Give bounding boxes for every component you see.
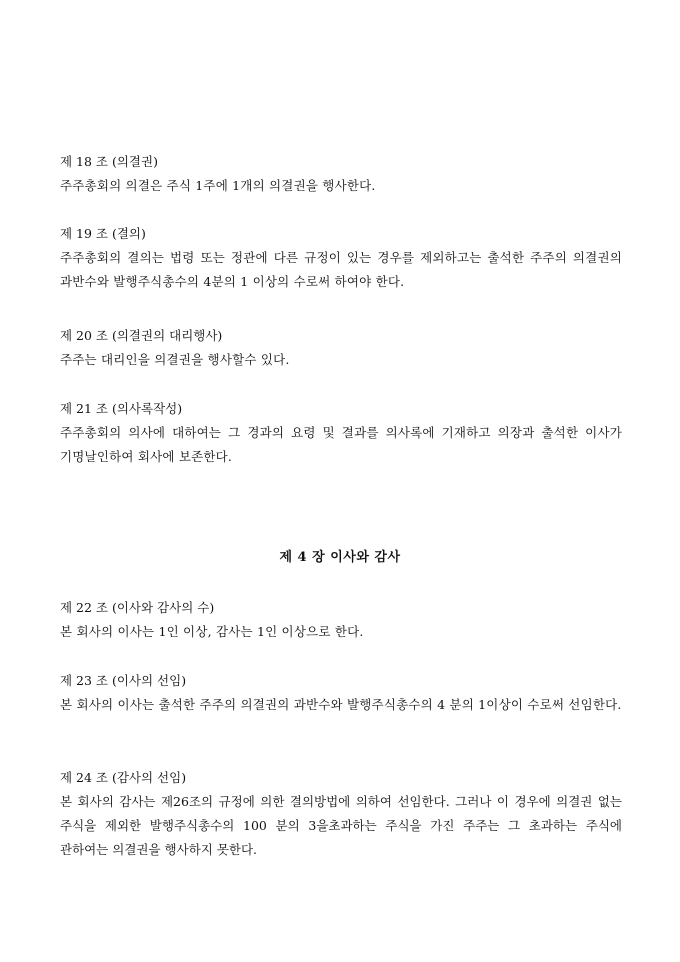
chapter-title: 제 4 장 이사와 감사 <box>279 550 401 565</box>
article-heading: 제 18 조 (의결권) <box>60 154 158 169</box>
article-body: 본 회사의 이사는 1인 이상, 감사는 1인 이상으로 한다. <box>60 624 364 639</box>
article-heading: 제 20 조 (의결권의 대리행사) <box>60 328 223 343</box>
article-19 <box>60 222 622 294</box>
article-body: 주주총회의 결의는 법령 또는 정관에 다른 규정이 있는 경우를 제외하고는 출석한 주주의 의결권의 과반수와 발행주식총수의 4분의 1 이상의 수로써 하여야 한다. <box>60 250 622 289</box>
article-body: 주주는 대리인을 의결권을 행사할수 있다. <box>60 352 290 367</box>
article-heading: 제 24 조 (감사의 선임) <box>60 770 187 785</box>
article-body: 본 회사의 감사는 제26조의 규정에 의한 결의방법에 의하여 선임한다. 그러나 이 경우에 의결권 없는 주식을 제외한 발행주식총수의 100 분의 3을초과하는 주식을 가진 주주는 그 초과하는 주식에 관하여는 의결권을 행사하지 못한다. <box>60 794 622 857</box>
article-body: 본 회사의 이사는 출석한 주주의 의결권의 과반수와 발행주식총수의 4 분의 1이상이 수로써 선임한다. <box>60 697 622 712</box>
article-18 <box>60 150 622 198</box>
article-24 <box>60 766 622 862</box>
article-body: 주주총회의 의결은 주식 1주에 1개의 의결권을 행사한다. <box>60 178 376 193</box>
article-20 <box>60 324 622 372</box>
article-body: 주주총회의 의사에 대하여는 그 경과의 요령 및 결과를 의사록에 기재하고 의장과 출석한 이사가 기명날인하여 회사에 보존한다. <box>60 425 622 464</box>
article-heading: 제 23 조 (이사의 선임) <box>60 673 187 688</box>
article-heading: 제 19 조 (결의) <box>60 226 146 241</box>
article-21 <box>60 397 622 469</box>
article-heading: 제 22 조 (이사와 감사의 수) <box>60 600 215 615</box>
article-heading: 제 21 조 (의사록작성) <box>60 401 183 416</box>
article-23 <box>60 669 622 717</box>
article-22 <box>60 596 622 644</box>
